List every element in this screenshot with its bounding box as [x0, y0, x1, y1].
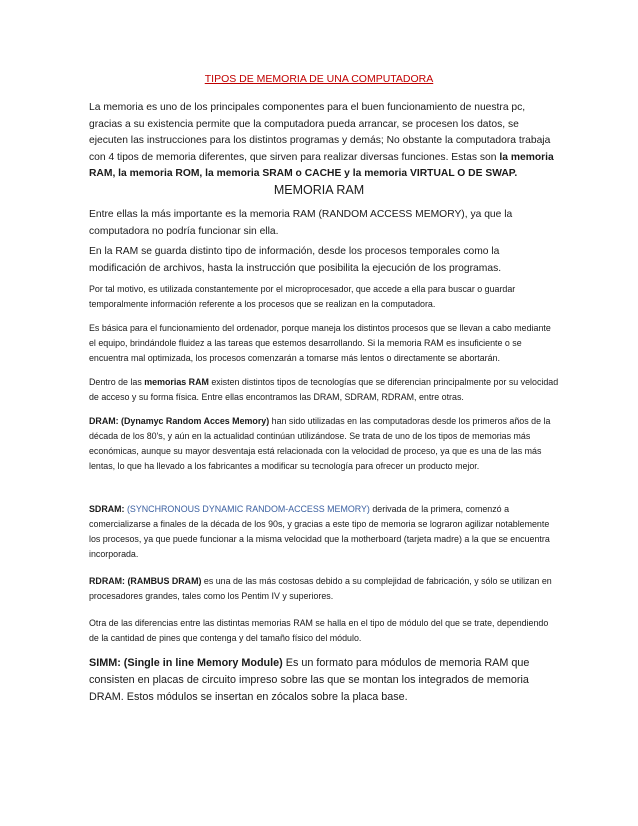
sdram-label: SDRAM: [89, 504, 125, 514]
sdram-text: derivada de la primera, comenzó a comercializarse a finales de la década de los 90s, y gracias a este tipo de memoria se lograron agilizar notablemente los procesos, ya que puede funcionar a la misma velocidad que la motherboard (tarjeta madre) a la que se encuentra incorporada. [89, 504, 550, 559]
simm-label: SIMM: (Single in line Memory Module) [89, 657, 283, 669]
dram-paragraph [89, 414, 559, 474]
document-title: TIPOS DE MEMORIA DE UNA COMPUTADORA [204, 73, 434, 85]
p5-post: existen distintos tipos de tecnologías que se diferencian principalmente por su velocidad de acceso y su forma física. Entre ellas encontramos las DRAM, SDRAM, RDRAM, entre otras. [89, 377, 559, 402]
paragraph-3: Por tal motivo, es utilizada constantemente por el microprocesador, que accede a ella para buscar o guardar temporalmente información referente a los procesos que se realizan en la computadora. [89, 284, 516, 309]
intro-bold: la memoria RAM, la memoria ROM, la memoria SRAM o CACHE y la memoria VIRTUAL O DE SWAP. [89, 151, 554, 179]
p5-pre: Dentro de las [89, 377, 145, 387]
paragraph-1: Entre ellas la más importante es la memoria RAM (RANDOM ACCESS MEMORY), ya que la computadora no podría funcionar sin ella. [89, 209, 513, 237]
rdram-paren: (RAMBUS DRAM) [125, 576, 202, 586]
simm-paragraph [89, 655, 559, 706]
sdram-paren: (SYNCHRONOUS DYNAMIC RANDOM-ACCESS MEMORY) [124, 504, 370, 514]
intro-paragraph [89, 100, 559, 183]
simm-text: Es un formato para módulos de memoria RAM que consisten en placas de circuito impreso sobre las que se montan los integrados de memoria DRAM. Estos módulos se insertan en zócalos sobre la placa base. [89, 657, 530, 703]
rdram-paragraph [89, 574, 559, 604]
intro-text: La memoria es uno de los principales componentes para el buen funcionamiento de nuestra pc, gracias a su existencia permite que la computadora pueda arrancar, se procesen los datos, se ejecuten las instrucciones para los distintos programas y demás; No obstante la computadora trabaja con 4 tipos de memoria diferentes, que sirven para realizar diversas funciones. Estas son [89, 102, 551, 163]
paragraph-5 [89, 375, 559, 405]
rdram-text: es una de las más costosas debido a su complejidad de fabricación, y sólo se utilizan en procesadores grandes, tales como los Pentim IV y superiores. [89, 576, 552, 601]
p5-bold: memorias RAM [144, 377, 209, 387]
section-heading: MEMORIA RAM [273, 183, 365, 197]
paragraph-6: Otra de las diferencias entre las distintas memorias RAM se halla en el tipo de módulo del que se trate, dependiendo de la cantidad de pines que contenga y del tamaño físico del módulo. [89, 618, 549, 643]
dram-label: DRAM: (Dynamyc Random Acces Memory) [89, 416, 270, 426]
dram-text: han sido utilizadas en las computadoras desde los primeros años de la década de los 80's, y aún en la actualidad continúan utilizándose. Se trata de uno de los tipos de memorias más económicas, aunque su mayor desventaja está relacionada con la velocidad de proceso, ya que es una de las más lentas, lo que ha llevado a los fabricantes a modificar su tecnología para ofrecer un producto mejor. [89, 416, 551, 471]
rdram-label: RDRAM: [89, 576, 125, 586]
paragraph-2: En la RAM se guarda distinto tipo de información, desde los procesos temporales como la modificación de archivos, hasta la instrucción que posibilita la ejecución de los programas. [89, 246, 502, 274]
paragraph-4: Es básica para el funcionamiento del ordenador, porque maneja los distintos procesos que se llevan a cabo mediante el equipo, brindándole fluidez a las tareas que estemos desarrollando. Si la memoria RAM es insuficiente o se encuentra mal optimizada, los procesos comenzarán a tomarse más lentos o directamente se abortarán. [89, 323, 551, 363]
sdram-paragraph [89, 502, 559, 562]
